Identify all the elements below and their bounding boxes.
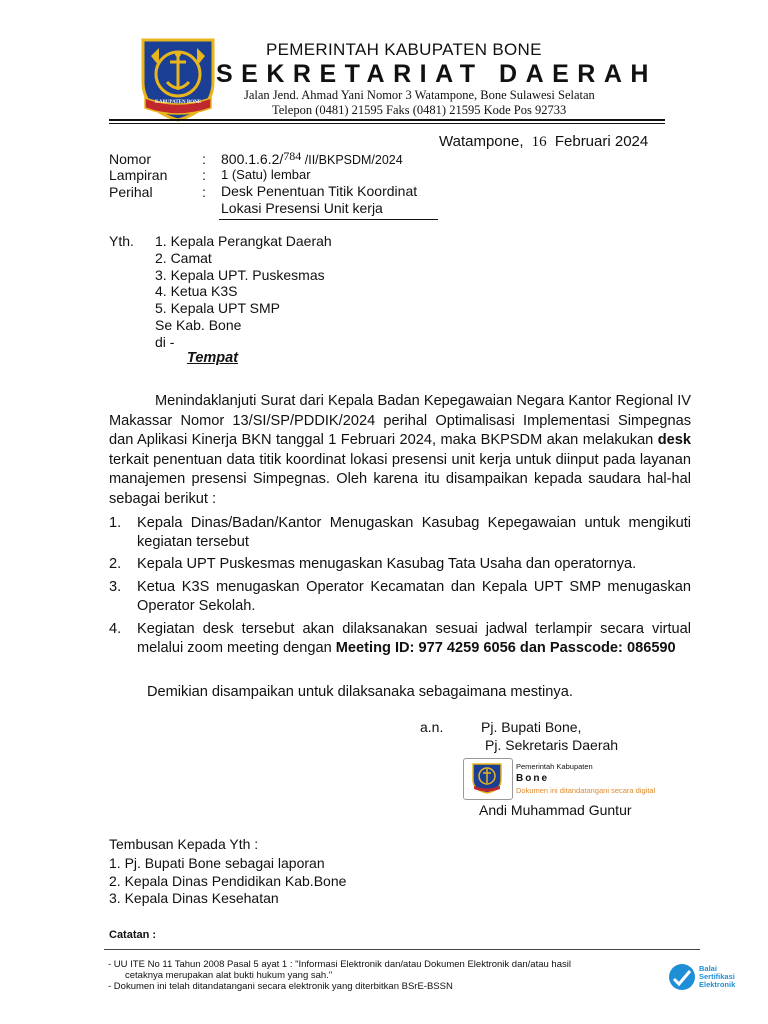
cc-list [109,855,346,908]
letterhead-office: SEKRETARIAT DAERAH [216,60,657,88]
date-place: Watampone, [439,133,524,150]
stamp-line1: Pemerintah Kabupaten [516,762,593,771]
bsre-line: Balai [699,964,717,973]
bsre-line: Sertifikasi [699,972,735,981]
perihal-line1: Desk Penentuan Titik Koordinat [221,183,418,199]
bsre-line: Elektronik [699,980,736,989]
instruction-item [109,514,691,552]
recipient-se: Se Kab. Bone [155,316,242,333]
footer-note1-b: cetaknya merupakan alat bukti hukum yang sah." [125,970,333,981]
stamp-line3: Dokumen ini ditandatangani secara digital [516,786,656,795]
signature-an: a.n. [420,719,444,735]
letterhead-government: PEMERINTAH KABUPATEN BONE [266,40,542,59]
lampiran-colon: : [202,167,206,183]
footer-note1-a: - UU ITE No 11 Tahun 2008 Pasal 5 ayat 1 : "Informasi Elektronik dan/atau Dokumen Elektronik dan/atau hasil [108,959,571,970]
bone-regency-logo [137,36,219,122]
recipient-item: 1. Kepala Perangkat Daerah [155,233,332,249]
item-text: Ketua K3S menugaskan Operator Kecamatan dan Kepala UPT SMP menugaskan Operator Sekolah. [137,579,691,614]
closing-sentence: Demikian disampaikan untuk dilaksanaka sebagaimana mestinya. [147,684,573,700]
bsre-label [699,965,735,989]
lampiran-value: 1 (Satu) lembar [221,167,311,182]
recipient-item: 5. Kepala UPT SMP [155,300,281,317]
date-day: 16 [531,134,547,150]
recipient-item: 4. Ketua K3S [155,283,238,300]
item-text: Kepala UPT Puskesmas menugaskan Kasubag Tata Usaha dan operatornya. [137,556,637,572]
letterhead-phone: Telepon (0481) 21595 Faks (0481) 21595 Kode Pos 92733 [272,103,567,117]
perihal-underline [219,219,438,220]
lampiran-label: Lampiran [109,167,168,183]
item-number: 3. [109,579,122,595]
signature-title1: Pj. Bupati Bone, [481,719,582,735]
yth-label: Yth. [109,233,134,249]
item-number: 1. [109,515,122,531]
letterhead-address: Jalan Jend. Ahmad Yani Nomor 3 Watampone, Bone Sulawesi Selatan [244,88,595,102]
item-text: Kegiatan desk tersebut akan dilaksanakan sesuai jadwal terlampir secara virtual melalui zoom meeting dengan [137,621,691,656]
signatory-name: Andi Muhammad Guntur [479,802,632,818]
recipient-item: 2. Camat [155,249,212,266]
nomor-prefix: 800.1.6.2/ [221,151,284,167]
item-number: 2. [109,556,122,572]
date-month-year: Februari 2024 [554,133,649,150]
recipient-tempat: Tempat [187,350,239,366]
nomor-colon: : [202,151,206,167]
instruction-item [109,555,691,574]
letterhead-rule [109,119,665,121]
meeting-credentials: Meeting ID: 977 4259 6056 dan Passcode: 086590 [335,640,676,656]
recipient-list [155,233,332,351]
stamp-logo-icon [470,762,504,794]
item-text: Kepala Dinas/Badan/Kantor Menugaskan Kasubag Kepegawaian untuk mengikuti kegiatan tersebut [137,515,691,550]
perihal-line2: Lokasi Presensi Unit kerja [221,200,383,216]
footer-catatan: Catatan : [109,929,157,941]
logo-banner-text: KABUPATEN BONE [154,100,202,105]
recipient-item: 3. Kepala UPT. Puskesmas [155,266,325,283]
perihal-colon: : [202,184,206,200]
cc-title: Tembusan Kepada Yth : [109,836,259,852]
nomor-label: Nomor [109,151,152,167]
bsre-logo-icon [667,962,697,992]
body-text-a: Menindaklanjuti Surat dari Kepala Badan Kepegawaian Negara Kantor Regional IV Makassar Nomor 13/SI/SP/PDDIK/2024 perihal Optimalisasi Implementasi Simpegnas dan Aplikasi Kinerja BKN tanggal 1 Februari 2024, maka BKPSDM akan melakukan [109,393,691,448]
letter-date [439,133,648,151]
instruction-item [109,620,691,658]
letterhead-rule-thin [109,123,665,124]
cc-item: 1. Pj. Bupati Bone sebagai laporan [109,855,325,871]
footer-rule [104,949,700,950]
cc-item: 3. Kepala Dinas Kesehatan [109,890,279,906]
instruction-item [109,578,691,616]
nomor-suffix: /II/BKPSDM/2024 [301,153,403,167]
nomor-number: 784 [283,149,302,163]
body-text-b: terkait penentuan data titik koordinat lokasi presensi unit kerja untuk diinput pada layanan manajemen presensi Simpegnas. Oleh karena itu disampaikan kepada saudara hal-hal sebagai berikut : [109,451,691,507]
recipient-di: di - [155,333,175,350]
perihal-label: Perihal [109,184,153,200]
footer-note2: - Dokumen ini telah ditandatangani secara elektronik yang diterbitkan BSrE-BSSN [108,981,453,992]
body-paragraph [109,392,691,509]
stamp-line2: Bone [516,773,549,784]
item-number: 4. [109,621,122,637]
cc-item: 2. Kepala Dinas Pendidikan Kab.Bone [109,872,347,889]
body-text-bold: desk [657,432,691,448]
signature-title2: Pj. Sekretaris Daerah [485,737,619,753]
